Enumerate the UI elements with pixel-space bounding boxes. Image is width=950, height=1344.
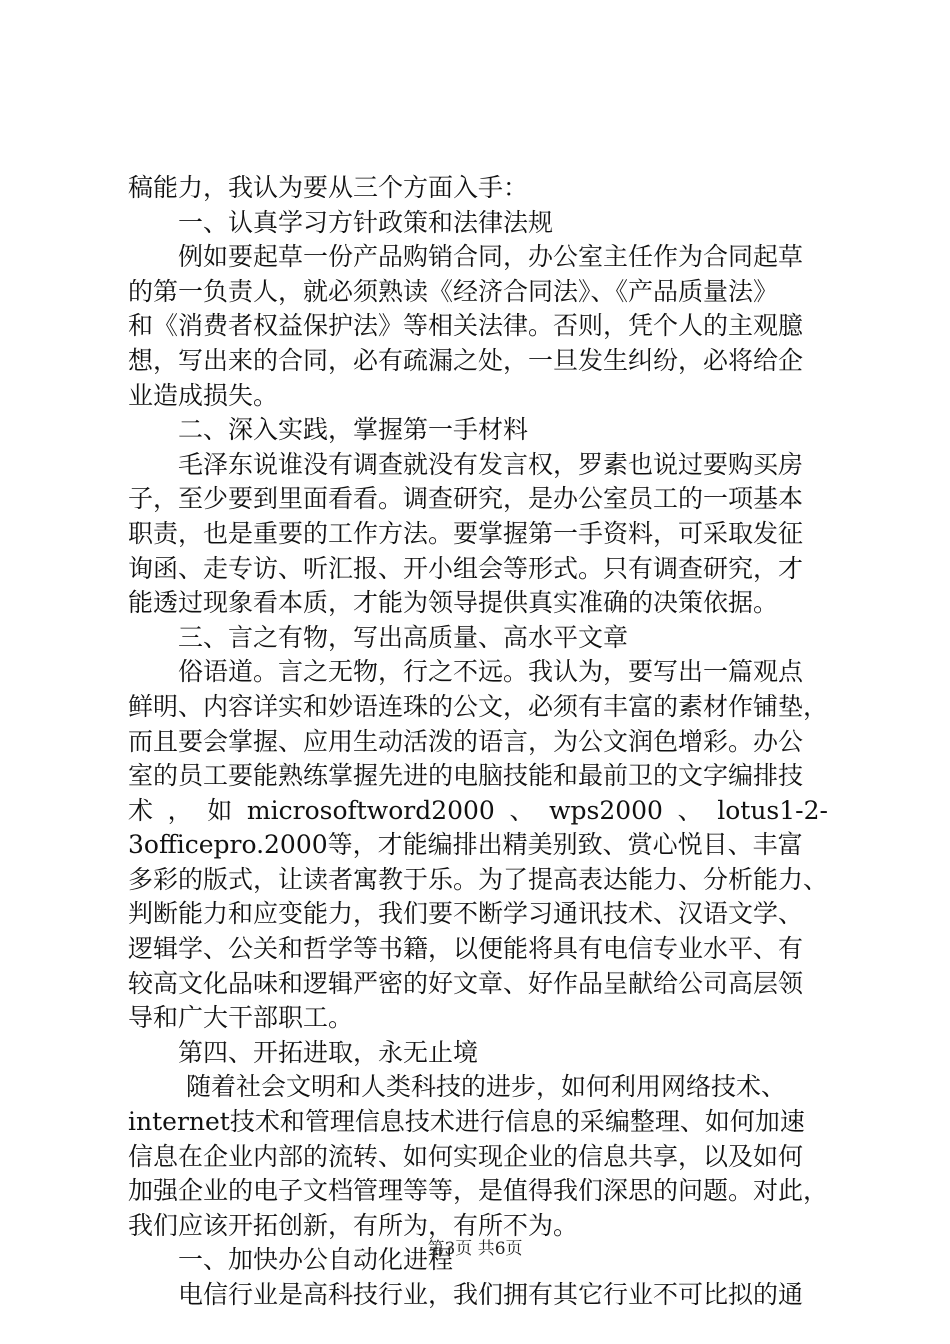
text-line: 询函、走专访、听汇报、开小组会等形式。只有调查研究，才 [128, 553, 804, 583]
text-line: 电信行业是高科技行业，我们拥有其它行业不可比拟的通 [128, 1280, 804, 1309]
text-line: 例如要起草一份产品购销合同，办公室主任作为合同起草 [128, 242, 804, 272]
text-fragment: ， [167, 795, 193, 825]
text-fragment: 如 [207, 795, 233, 825]
page-footer: 第3页 共6页 [427, 1239, 523, 1259]
text-fragment: lotus1-2- [717, 795, 828, 825]
text-line: 判断能力和应变能力，我们要不断学习通讯技术、汉语文学、 [128, 899, 804, 929]
text-line: 职责，也是重要的工作方法。要掌握第一手资料，可采取发征 [128, 518, 804, 548]
text-fragment: 、 [677, 795, 703, 825]
text-fragment: microsoftword2000 [246, 795, 495, 825]
text-line: 和《消费者权益保护法》等相关法律。否则，凭个人的主观臆 [128, 311, 804, 341]
text-line: 俗语道。言之无物，行之不远。我认为，要写出一篇观点 [128, 657, 804, 687]
text-line: 随着社会文明和人类科技的进步，如何利用网络技术、 [128, 1072, 786, 1102]
document-body [128, 171, 828, 1313]
text-line: 导和广大干部职工。 [128, 1003, 354, 1033]
text-line: 子，至少要到里面看看。调查研究，是办公室员工的一项基本 [128, 484, 804, 514]
text-line: 加强企业的电子文档管理等等，是值得我们深思的问题。对此， [128, 1176, 829, 1206]
text-fragment: 术 [128, 795, 154, 825]
text-line: 3officepro.2000等，才能编排出精美别致、赏心悦目、丰富 [128, 830, 803, 860]
justified-text-line [128, 794, 828, 829]
section-heading: 第四、开拓进取，永无止境 [128, 1037, 479, 1067]
text-line: 能透过现象看本质，才能为领导提供真实准确的决策依据。 [128, 588, 779, 618]
text-line: 稿能力，我认为要从三个方面入手： [128, 173, 529, 202]
text-line: 毛泽东说谁没有调查就没有发言权，罗素也说过要购买房 [128, 449, 804, 479]
text-line: 的第一负责人，就必须熟读《经济合同法》、《产品质量法》 [128, 276, 779, 306]
text-fragment: wps2000 [549, 795, 663, 825]
text-line: 鲜明、内容详实和妙语连珠的公文，必须有丰富的素材作铺垫， [128, 691, 829, 721]
text-fragment: 、 [509, 795, 535, 825]
text-line: 较高文化品味和逻辑严密的好文章、好作品呈献给公司高层领 [128, 968, 804, 998]
text-line: 信息在企业内部的流转、如何实现企业的信息共享，以及如何 [128, 1141, 804, 1171]
text-line: 我们应该开拓创新，有所为，有所不为。 [128, 1210, 579, 1240]
text-line: 业造成损失。 [128, 380, 279, 410]
text-line: 室的员工要能熟练掌握先进的电脑技能和最前卫的文字编排技 [128, 761, 804, 791]
section-heading: 一、认真学习方针政策和法律法规 [128, 207, 554, 237]
text-line: 逻辑学、公关和哲学等书籍，以便能将具有电信专业水平、有 [128, 934, 804, 964]
text-line: 多彩的版式，让读者寓教于乐。为了提高表达能力、分析能力、 [128, 864, 829, 894]
section-heading: 二、深入实践，掌握第一手材料 [128, 415, 529, 445]
text-line: 想，写出来的合同，必有疏漏之处，一旦发生纠纷，必将给企 [128, 345, 804, 375]
text-line: 而且要会掌握、应用生动活泼的语言，为公文润色增彩。办公 [128, 726, 804, 756]
section-heading: 一、加快办公自动化进程 [128, 1245, 454, 1275]
text-line: internet技术和管理信息技术进行信息的采编整理、如何加速 [128, 1107, 805, 1137]
section-heading: 三、言之有物，写出高质量、高水平文章 [128, 622, 629, 652]
